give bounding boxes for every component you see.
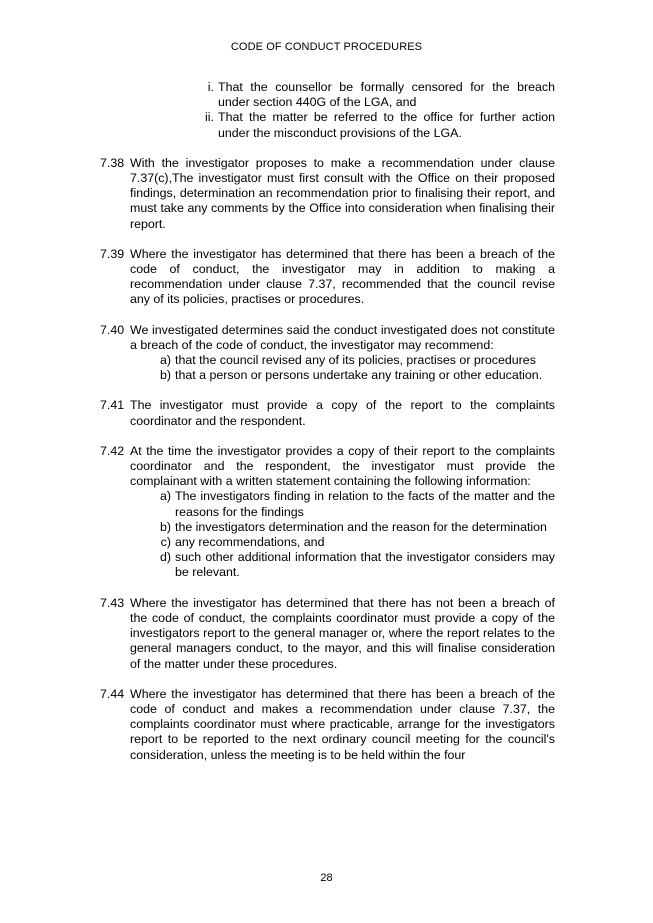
list-item-text: that a person or persons undertake any training or other education. [175,368,543,383]
list-item-text: That the counsellor be formally censored for the breach under section 440G of the LGA, and [218,80,555,110]
list-marker: a) [159,489,171,504]
clause-7-39 [100,247,555,308]
list-item-text: such other additional information that the investigator considers may be relevant. [175,550,555,580]
clause-text: Where the investigator has determined that there has been a breach of the code of conduct, the investigator may in addition to making a recommendation under clause 7.37, recommended that the council revise any of its policies, practises or procedures. [130,246,555,307]
list-item [159,368,555,383]
list-marker: i. [207,80,214,94]
list-item [159,550,555,580]
clause-text: Where the investigator has determined that there has not been a breach of the code of conduct, the complaints coordinator must provide a copy of the investigators report to the general manager or, where the report relates to the general managers conduct, to the mayor, and this will finalise consideration of the matter under these procedures. [130,595,555,671]
list-marker: ii. [205,110,214,125]
clause-number: 7.42 [100,443,125,458]
list-item-text: the investigators determination and the reason for the determination [175,519,547,534]
sub-list [130,489,555,580]
clause-7-43 [100,596,555,672]
clause-text: With the investigator proposes to make a recommendation under clause 7.37(c),The investigator must first consult with the Office on their proposed findings, determination an recommendation prior to finalising their report, and must take any comments by the Office into consideration when finalising their report. [130,155,555,231]
clause-7-41 [100,398,555,428]
list-marker: d) [159,550,171,565]
list-item-text: that the council revised any of its policies, practises or procedures [175,353,536,368]
list-item [205,110,555,140]
list-item-text: That the matter be referred to the office for further action under the misconduct provisions of the LGA. [218,110,555,140]
list-item-text: any recommendations, and [175,535,325,550]
clause-text: At the time the investigator provides a copy of their report to the complaints coordinator and the respondent, the investigator must provide the complainant with a written statement containing the following information: [130,443,555,489]
clause-number: 7.40 [100,322,125,337]
clause-7-38 [100,156,555,232]
list-marker: c) [160,535,171,550]
clause-number: 7.38 [100,155,125,170]
sub-list [130,353,555,383]
list-item [207,80,555,110]
list-item [160,535,555,550]
list-item-text: The investigators finding in relation to the facts of the matter and the reasons for the findings [175,489,555,519]
list-item [159,489,555,519]
clause-7-40 [100,323,555,384]
list-marker: a) [159,353,171,368]
clause-number: 7.44 [100,686,125,701]
clause-number: 7.43 [100,595,125,610]
clause-7-42 [100,444,555,581]
list-marker: b) [159,519,171,534]
clause-text: The investigator must provide a copy of the report to the complaints coordinator and the respondent. [130,398,555,428]
clause-number: 7.39 [100,246,125,261]
clause-text: We investigated determines said the conduct investigated does not constitute a breach of the code of conduct, the investigator may recommend: [130,322,555,352]
clause-7-44 [100,687,555,763]
intro-list [100,80,555,141]
clause-text: Where the investigator has determined that there has been a breach of the code of conduct and makes a recommendation under clause 7.37, the complaints coordinator must where practicable, arrange for the investigators report to be reported to the next ordinary council meeting for the council's consideration, unless the meeting is to be held within the four [130,686,555,762]
document-body [100,80,555,763]
list-item [159,353,555,368]
list-item [159,519,555,535]
list-marker: b) [159,368,171,383]
page-header: CODE OF CONDUCT PROCEDURES [230,41,423,53]
clause-number: 7.41 [100,398,125,413]
page-number: 28 [320,872,333,884]
